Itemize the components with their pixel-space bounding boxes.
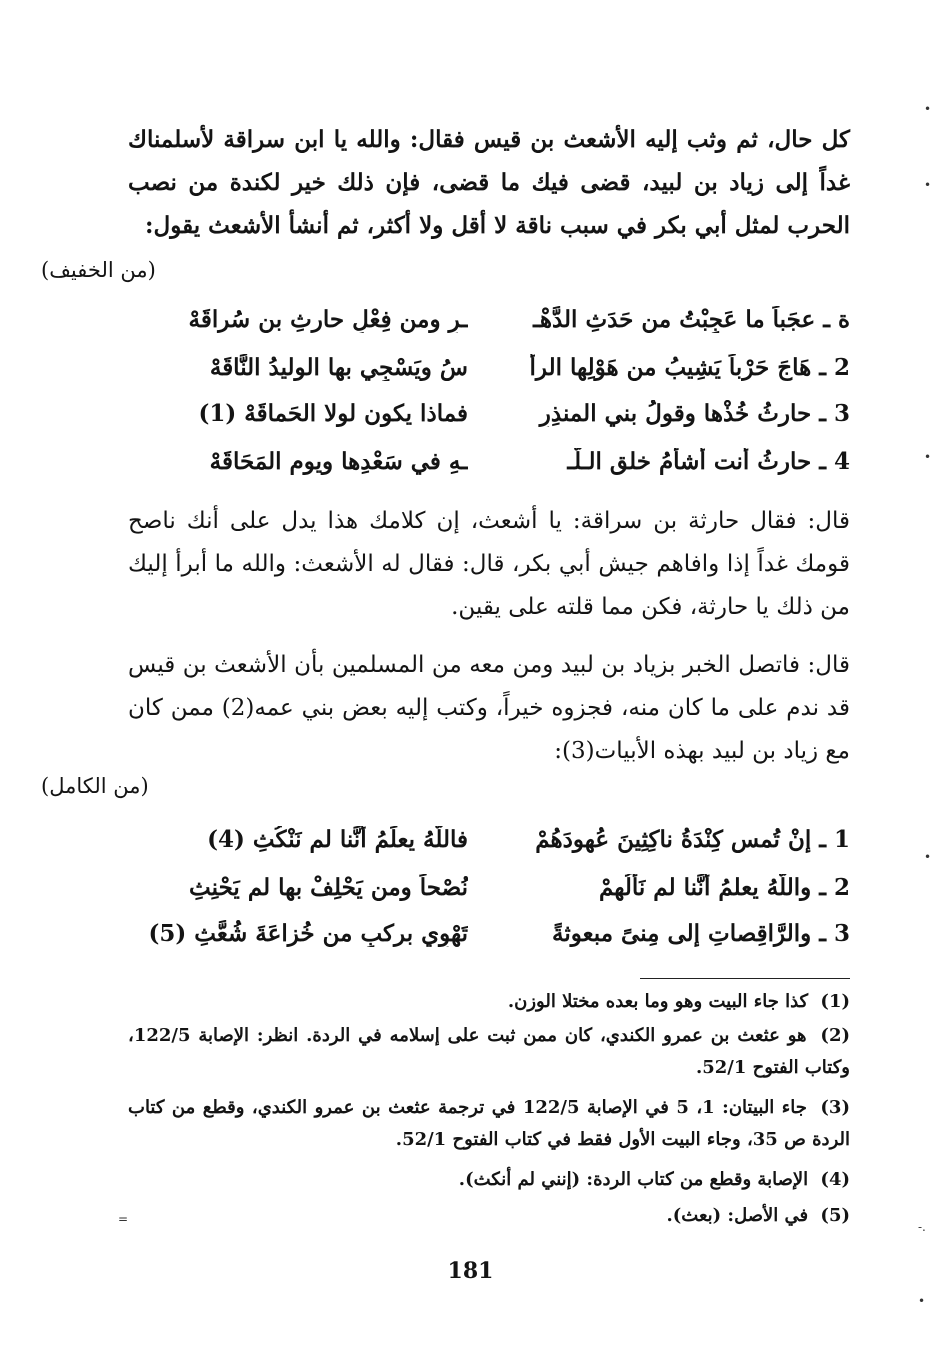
footnote-text: جاء البيتان: 1، 5 في الإصابة 122/5 في ترجمة عثعث بن عمرو الكندي، وقطع من كتاب الردة ص 35، وجاء البيت الأول فقط في كتاب الفتوح 52/1. <box>128 1097 850 1150</box>
footnote-text: كذا جاء البيت وهو وما بعده مختلا الوزن. <box>507 991 809 1012</box>
footnote-text: الإصابة وقطع من كتاب الردة: (إنني لم أنكث). <box>458 1169 809 1190</box>
verse-line <box>128 826 850 874</box>
scan-speck: • <box>924 850 932 864</box>
verse-first-hemistich: 3 ـ حارثُ خُذْها وقولُ بني المنذِرِ <box>539 400 850 427</box>
verse-first-hemistich: 2 ـ هَاجَ حَرْباً يَشِيبُ من هَوْلِها الرأ <box>529 354 850 381</box>
footnote-number: (4) <box>820 1169 850 1190</box>
verse-line <box>128 448 850 496</box>
paragraph-3: قال: فاتصل الخبر بزياد بن لبيد ومن معه من المسلمين بأن الأشعث بن قيس قد ندم على ما كان منه، فجزوه خيراً، وكتب إليه بعض بني عمه(2) ممن كان مع زياد بن لبيد بهذه الأبيات(3): <box>128 652 850 764</box>
footnote-text: في الأصل: (بعث). <box>666 1205 809 1226</box>
footnote-number: (3) <box>820 1097 850 1118</box>
footnote <box>128 1092 850 1156</box>
footnote-separator <box>640 978 850 979</box>
verse-line <box>128 400 850 448</box>
scan-speck: • <box>924 102 932 116</box>
scan-speck: -. <box>918 1220 926 1234</box>
footnote-number: (1) <box>820 991 850 1012</box>
scan-speck: = <box>118 1212 129 1226</box>
verse-line <box>128 920 850 968</box>
scan-speck: • <box>924 178 932 192</box>
verse-second-hemistich: ـرِ ومن فِعْلِ حارثِ بنِ سُراقَهْ <box>188 306 468 333</box>
page-number: 181 <box>447 1258 494 1284</box>
paragraph-1: كل حال، ثم وثب إليه الأشعث بن قيس فقال: والله يا ابن سراقة لأسلمناك غداً إلى زياد بن لبيد، قضى فيك ما قضى، فإن ذلك خير لكندة من نصب الحرب لمثل أبي بكر في سبب ناقة لا أقل ولا أكثر، ثم أنشأ الأشعث يقول: <box>128 126 850 239</box>
footnote-text: هو عثعث بن عمرو الكندي، كان ممن ثبت على إسلامه في الردة. انظر: الإصابة 122/5، وكتاب الفتوح 52/1. <box>128 1025 850 1078</box>
verse-second-hemistich: تَهْوِي بركبٍ من خُزاعَةَ شُعَّثِ (5) <box>148 920 468 947</box>
verse-second-hemistich: فماذا يكون لولا الحَماقَهْ (1) <box>198 400 468 427</box>
verse-first-hemistich: 3 ـ والرَّاقِصاتِ إلى مِنىً مبعوثةً <box>552 920 850 947</box>
verse-line <box>128 306 850 354</box>
verse-second-hemistich: نُصْحاً ومن يَحْلِفْ بها لم يَحْنِثِ <box>189 874 468 901</box>
verse-first-hemistich: 2 ـ واللَّهُ يعلمُ أنَّنا لم نَأْلُهمْ <box>598 874 850 901</box>
footnote <box>128 1200 850 1232</box>
footnote-number: (2) <box>820 1025 850 1046</box>
scan-speck: • <box>918 1294 926 1308</box>
verse-second-hemistich: ـهِ في سَعْدِها ويوم المَحَاقَهْ <box>209 448 468 475</box>
meter-label-khafif: (من الخفيف) <box>41 258 156 282</box>
verse-first-hemistich: 4 ـ حارثُ أنت أشأمُ خلقِ الـلَّـ <box>567 448 850 475</box>
scan-speck: • <box>924 450 932 464</box>
paragraph-2: قال: فقال حارثة بن سراقة: يا أشعث، إن كلامك هذا يدل على أنك ناصح قومك غداً إذا وافاهم جيش أبي بكر، قال: فقال له الأشعث: والله ما أبرأ إليك من ذلك يا حارثة، فكن مما قلته على يقين. <box>128 508 850 620</box>
verse-line <box>128 354 850 402</box>
footnote <box>128 986 850 1018</box>
footnote <box>128 1164 850 1196</box>
verse-first-hemistich: 1 ـ إنْ تُمسِ كِنْدَةُ ناكِثِينَ عُهودَهُمْ <box>535 826 850 853</box>
footnote <box>128 1020 850 1084</box>
footnote-number: (5) <box>820 1205 850 1226</box>
verse-second-hemistich: سُ ويَسْجِي بها الوليدُ النَّاقَهْ <box>209 354 468 381</box>
verse-line <box>128 874 850 922</box>
meter-label-kamil: (من الكامل) <box>41 774 149 798</box>
verse-second-hemistich: فاللَّهُ يعلَمُ أنَّنا لم نَنْكُثِ (4) <box>207 826 468 853</box>
verse-first-hemistich: ة ـ عجَباً ما عَجِبْتُ من حَدَثِ الدَّهْـ <box>533 306 850 333</box>
